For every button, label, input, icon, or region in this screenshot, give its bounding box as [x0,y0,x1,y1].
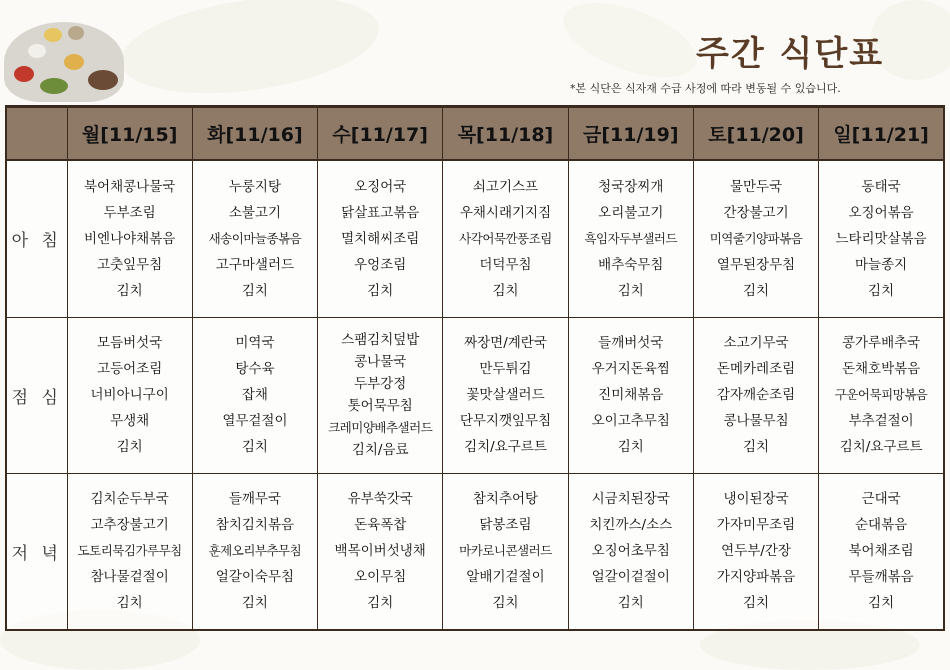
menu-item: 두부강정 [354,376,407,392]
menu-item: 오징어국 [354,178,407,195]
menu-item: 열무된장무침 [716,256,796,273]
menu-cell [192,317,317,473]
menu-item: 김치/요구르트 [464,439,547,455]
menu-item: 김치 [116,282,143,299]
menu-item: 새송이마늘종볶음 [208,230,302,246]
menu-item-list [569,178,693,300]
menu-cell [443,473,568,630]
menu-item: 오징어볶음 [848,204,914,221]
menu-item: 김치 [743,439,770,455]
menu-item-list [694,490,818,612]
menu-item-list [193,178,317,300]
menu-item: 짜장면/계란국 [464,335,547,351]
menu-item: 김치/음료 [351,442,409,458]
menu-item: 동태국 [861,178,901,195]
menu-item: 김치 [743,282,770,299]
meal-label: 아 침 [6,160,67,317]
menu-item: 구운어묵피망볶음 [834,387,928,402]
menu-item: 고춧잎무침 [97,256,163,273]
day-header: 수[11/17] [318,107,443,161]
menu-cell [67,473,192,630]
menu-body [6,160,944,630]
menu-item: 쇠고기스프 [472,178,539,195]
menu-item: 사각어묵깐풍조림 [459,230,552,246]
menu-item: 김치 [367,595,394,612]
menu-item: 고추장불고기 [90,517,169,534]
menu-cell [568,317,693,473]
menu-cell [443,160,568,317]
menu-item: 냉이된장국 [723,491,789,508]
menu-item: 김치 [367,282,394,299]
menu-item: 우거지돈육찜 [591,361,670,377]
menu-item: 무생채 [110,413,150,429]
menu-item: 부추겉절이 [848,413,914,429]
menu-item: 미역국 [235,335,275,351]
menu-item-list [819,334,943,456]
menu-item: 김치 [617,595,644,612]
menu-item: 꽃맛살샐러드 [466,387,545,403]
side-dish-icon [28,44,46,58]
menu-item: 김치 [617,282,644,299]
menu-cell [318,160,443,317]
menu-item: 김치 [492,595,519,612]
menu-item: 돈채호박볶음 [841,361,921,377]
menu-item: 미역줄기양파볶음 [709,230,803,246]
menu-item: 오이무침 [354,569,407,586]
menu-cell [192,473,317,630]
menu-item: 청국장찌개 [598,178,664,195]
menu-item: 참나물겉절이 [90,569,169,586]
menu-item: 우엉조림 [354,256,407,273]
menu-item: 우채시래기지짐 [459,204,552,221]
menu-cell [819,473,944,630]
menu-item: 감자깨순조림 [716,387,796,403]
side-dish-icon [88,70,118,90]
menu-item: 닭살표고볶음 [341,204,420,221]
menu-item-list [443,178,567,300]
menu-item: 가지양파볶음 [716,569,796,586]
menu-item: 얼갈이겉절이 [591,569,670,586]
menu-item: 김치 [116,439,143,455]
menu-cell [693,317,818,473]
day-header: 목[11/18] [443,107,568,161]
menu-item: 김치/요구르트 [839,439,923,455]
day-header: 화[11/16] [192,107,317,161]
menu-item: 고등어조림 [97,361,163,377]
menu-item-list [569,334,693,456]
menu-item: 소불고기 [228,204,281,221]
menu-item: 연두부/간장 [721,543,791,560]
menu-item: 열무겉절이 [222,413,288,429]
meal-label: 점 심 [6,317,67,473]
menu-item-list [68,334,192,456]
menu-cell [819,160,944,317]
menu-item-list [193,334,317,456]
menu-item-list [318,331,442,459]
meal-row [6,317,944,473]
menu-item: 김치 [492,282,519,299]
menu-item: 두부조림 [103,204,156,221]
page-title: 주간 식단표 [696,34,885,74]
menu-item: 탕수육 [235,361,275,377]
background-leaf [115,0,385,108]
menu-item: 알배기겉절이 [466,569,545,586]
menu-item: 오이고추무침 [591,413,670,429]
menu-item: 백목이버섯냉채 [334,543,426,560]
menu-cell [318,473,443,630]
menu-item: 스팸김치덮밥 [341,332,420,348]
notice-text: *본 식단은 식자재 수급 사정에 따라 변동될 수 있습니다. [570,82,841,95]
menu-item: 간장불고기 [723,204,789,221]
menu-item-list [318,178,442,300]
menu-item-list [694,334,818,456]
side-dish-icon [68,26,84,40]
menu-item: 참치추어탕 [472,491,539,508]
menu-item-list [318,490,442,612]
day-header: 금[11/19] [568,107,693,161]
menu-item: 멸치해씨조림 [341,230,420,247]
menu-item: 가자미무조림 [716,517,796,534]
food-plate-illustration [4,22,124,102]
menu-item: 훈제오리부추무침 [208,543,302,559]
menu-item: 콩나물국 [354,354,407,370]
menu-item: 너비아니구이 [90,387,169,403]
menu-item: 김치 [241,282,268,299]
menu-item: 비엔나야채볶음 [83,230,176,247]
menu-item: 북어채조림 [848,543,914,560]
menu-item: 유부쑥갓국 [347,491,413,508]
menu-item: 물만두국 [729,178,783,195]
menu-item: 김치 [868,595,895,612]
menu-item: 얼갈이숙무침 [215,569,295,586]
side-dish-icon [44,28,62,42]
menu-item-list [68,490,192,612]
menu-item: 오징어초무침 [591,543,670,560]
menu-item: 치킨까스/소스 [589,517,673,534]
menu-item: 참치김치볶음 [215,517,295,534]
menu-item: 들깨버섯국 [598,335,664,351]
menu-item-list [694,178,818,300]
menu-item: 시금치된장국 [591,491,670,508]
menu-item: 더덕무침 [479,256,532,273]
menu-cell [693,160,818,317]
menu-item-list [819,178,943,300]
menu-item: 느타리맛살볶음 [835,230,927,247]
day-header: 월[11/15] [67,107,192,161]
menu-item: 마카로니콘샐러드 [459,543,552,559]
menu-item-list [443,490,567,612]
background-leaf [554,0,706,92]
menu-item: 흑임자두부샐러드 [584,230,678,246]
menu-item: 만두튀김 [479,361,532,377]
menu-item-list [68,178,192,300]
meal-row [6,473,944,630]
day-header: 토[11/20] [693,107,818,161]
menu-item: 북어채콩나물국 [83,178,176,195]
menu-item: 진미채볶음 [598,387,664,403]
menu-cell [318,317,443,473]
menu-item: 김치 [241,439,268,455]
menu-item-list [443,334,567,456]
menu-item: 마늘종지 [855,256,908,273]
menu-cell [819,317,944,473]
menu-item-list [193,490,317,612]
menu-item-list [569,490,693,612]
menu-item: 근대국 [861,491,901,508]
menu-cell [192,160,317,317]
menu-item: 김치 [241,595,268,612]
menu-item: 도토리묵김가루무침 [77,543,182,559]
menu-item: 누룽지탕 [228,178,281,195]
menu-item: 배추숙무침 [598,256,664,273]
menu-item: 잡채 [241,387,268,403]
menu-item: 오리불고기 [598,204,664,221]
day-header: 일[11/21] [819,107,944,161]
menu-item: 김치 [868,282,895,299]
menu-item: 콩나물무침 [723,413,789,429]
menu-cell [693,473,818,630]
menu-item: 톳어묵무침 [347,398,413,414]
menu-item: 김치 [116,595,143,612]
meal-row [6,160,944,317]
menu-item: 들깨무국 [228,491,281,508]
menu-item: 소고기무국 [723,335,789,351]
day-header-row [6,107,944,161]
menu-item: 돈육폭찹 [354,517,407,534]
menu-item: 김치순두부국 [90,491,169,508]
corner-cell [6,107,67,161]
menu-item: 단무지깻잎무침 [459,413,552,429]
menu-item: 고구마샐러드 [215,256,295,273]
side-dish-icon [14,66,34,82]
meal-label: 저 녁 [6,473,67,630]
menu-cell [568,160,693,317]
menu-item: 콩가루배추국 [841,335,921,351]
menu-item: 돈메카레조림 [716,361,796,377]
menu-item: 닭봉조림 [479,517,532,534]
menu-item: 김치 [743,595,770,612]
menu-item: 무들깨볶음 [848,569,914,586]
menu-cell [67,160,192,317]
menu-item: 김치 [617,439,644,455]
menu-cell [443,317,568,473]
weekly-menu-table [5,105,945,631]
side-dish-icon [40,78,68,94]
menu-item-list [819,490,943,612]
menu-item: 모듬버섯국 [97,335,163,351]
menu-cell [67,317,192,473]
menu-item: 크레미양배추샐러드 [328,420,433,435]
menu-item: 순대볶음 [855,517,908,534]
side-dish-icon [64,54,84,70]
menu-cell [568,473,693,630]
